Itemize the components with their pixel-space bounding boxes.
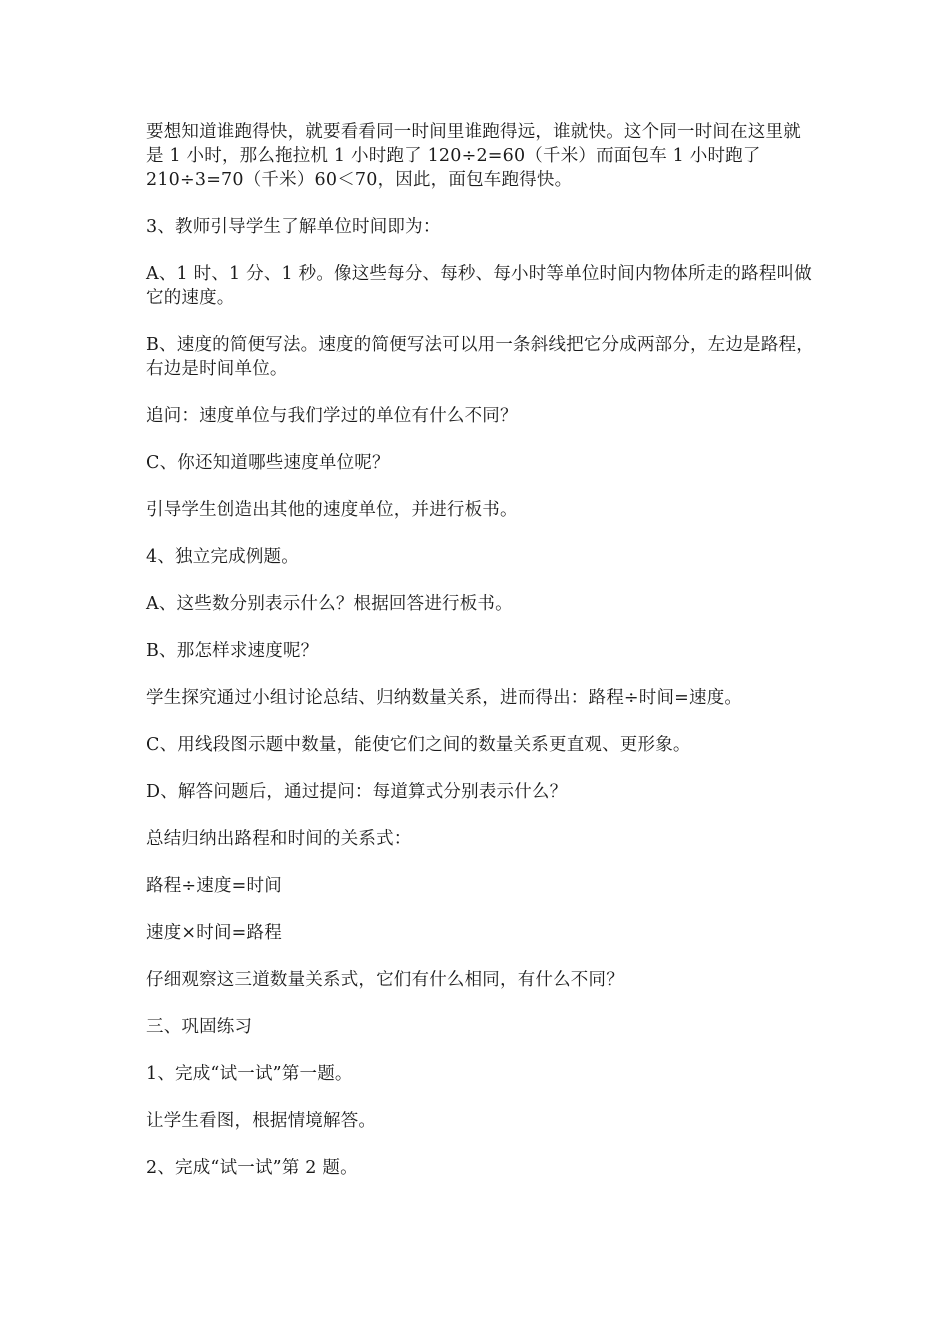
- formula-distance: 速度×时间=路程: [146, 923, 282, 943]
- paragraph-explore: 学生探究通过小组讨论总结、归纳数量关系，进而得出：路程÷时间=速度。: [146, 688, 743, 708]
- document-body: [146, 120, 816, 1203]
- paragraph-observe: 仔细观察这三道数量关系式，它们有什么相同，有什么不同？: [146, 970, 624, 990]
- paragraph-practice-2: 2、完成“试一试”第 2 题。: [146, 1158, 358, 1178]
- paragraph-4b: B、那怎样求速度呢？: [146, 641, 319, 661]
- paragraph-intro: 要想知道谁跑得快，就要看看同一时间里谁跑得远，谁就快。这个同一时间在这里就是 1 小时，那么拖拉机 1 小时跑了 120÷2=60（千米）而面包车 1 小时跑了 210÷3=70（千米）60＜70，因此，面包车跑得快。: [146, 122, 801, 190]
- paragraph-3c: C、你还知道哪些速度单位呢？: [146, 453, 390, 473]
- formula-time: 路程÷速度=时间: [146, 876, 282, 896]
- paragraph-4a: A、这些数分别表示什么？根据回答进行板书。: [146, 594, 513, 614]
- paragraph-3a: A、1 时、1 分、1 秒。像这些每分、每秒、每小时等单位时间内物体所走的路程叫做它的速度。: [146, 264, 812, 308]
- paragraph-practice-1-note: 让学生看图，根据情境解答。: [146, 1111, 377, 1131]
- paragraph-follow-up: 追问：速度单位与我们学过的单位有什么不同？: [146, 406, 518, 426]
- paragraph-4c: C、用线段图示题中数量，能使它们之间的数量关系更直观、更形象。: [146, 735, 691, 755]
- paragraph-4d: D、解答问题后，通过提问：每道算式分别表示什么？: [146, 782, 568, 802]
- paragraph-step-4: 4、独立完成例题。: [146, 547, 299, 567]
- section-heading-practice: 三、巩固练习: [146, 1017, 253, 1037]
- paragraph-practice-1: 1、完成“试一试”第一题。: [146, 1064, 353, 1084]
- paragraph-guide: 引导学生创造出其他的速度单位，并进行板书。: [146, 500, 518, 520]
- paragraph-step-3: 3、教师引导学生了解单位时间即为：: [146, 217, 441, 237]
- paragraph-summary: 总结归纳出路程和时间的关系式：: [146, 829, 412, 849]
- paragraph-3b: B、速度的简便写法。速度的简便写法可以用一条斜线把它分成两部分，左边是路程，右边是时间单位。: [146, 335, 814, 379]
